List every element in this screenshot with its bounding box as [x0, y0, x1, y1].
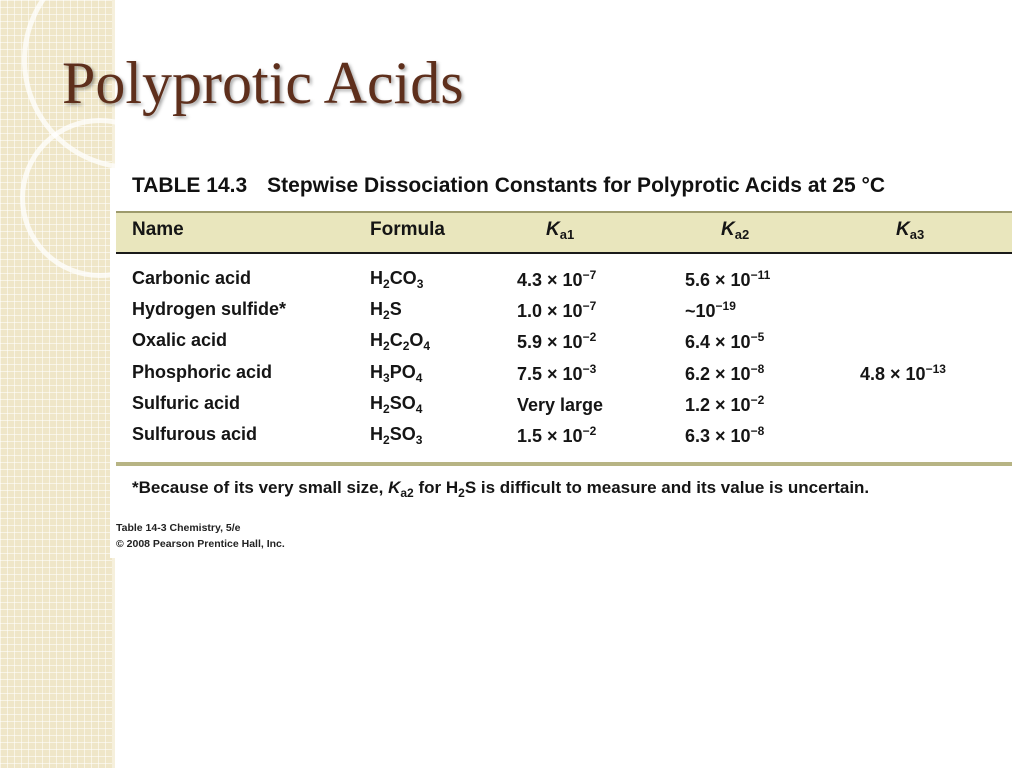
ka2-value: $\sim 10^{-19}$ — [685, 299, 736, 321]
ka1-value: $5.9 \times 10^{-2}$ — [517, 330, 597, 352]
ka2-value: $6.3 \times 10^{-8}$ — [685, 424, 765, 446]
acid-formula: $H_3PO_4$ — [370, 362, 423, 385]
ka3-value: $4.8 \times 10^{-13}$ — [860, 362, 946, 384]
ka2-value: $5.6 \times 10^{-11}$ — [685, 268, 771, 290]
ka1-value: $4.3 \times 10^{-7}$ — [517, 268, 597, 290]
k-symbol: K — [896, 219, 910, 240]
header-name: Name — [132, 219, 184, 240]
acid-name: Phosphoric acid — [132, 362, 273, 382]
ka2-value: $6.2 \times 10^{-8}$ — [685, 362, 765, 384]
table-footnote: *Because of its very small size, $K_{a2}$ for $H_2S$ is difficult to measure and its value is uncertain. — [132, 478, 870, 500]
acid-name: Carbonic acid — [132, 268, 252, 288]
ka1-subscript: a1 — [559, 227, 575, 242]
ka1-value: $1.5 \times 10^{-2}$ — [517, 424, 597, 446]
ka2-subscript: a2 — [734, 227, 750, 242]
ka1-value: Very large — [517, 395, 604, 415]
acid-formula: $H_2C_2O_4$ — [370, 330, 431, 353]
header-ka2 — [721, 219, 749, 242]
header-ka3 — [896, 219, 924, 242]
table-label: TABLE 14.3 — [132, 174, 248, 197]
acid-name: Hydrogen sulfide* — [132, 299, 287, 319]
ka3-subscript: a3 — [909, 227, 925, 242]
source-citation: Table 14-3 Chemistry, 5/e — [116, 522, 241, 534]
ka2-value: $1.2 \times 10^{-2}$ — [685, 393, 765, 415]
acid-formula: $H_2SO_4$ — [370, 393, 423, 416]
acid-name: Sulfuric acid — [132, 393, 241, 413]
ka2-value: $6.4 \times 10^{-5}$ — [685, 330, 765, 352]
table-bottom-rule — [116, 462, 1012, 466]
table-caption-text: Stepwise Dissociation Constants for Polyprotic Acids at 25 °C — [267, 174, 886, 197]
k-symbol: K — [721, 219, 735, 240]
table-caption — [132, 174, 885, 198]
ka1-value: $7.5 \times 10^{-3}$ — [517, 362, 597, 384]
acid-name: Oxalic acid — [132, 330, 228, 350]
header-divider — [116, 252, 1012, 254]
header-formula: Formula — [370, 219, 445, 240]
table-row — [110, 393, 1010, 424]
table-row — [110, 299, 1010, 330]
acid-formula: $H_2SO_3$ — [370, 424, 423, 447]
table-row — [110, 362, 1010, 393]
acid-formula: $H_2S$ — [370, 299, 402, 322]
header-ka1 — [546, 219, 574, 242]
table-figure — [110, 168, 1010, 558]
acid-name: Sulfurous acid — [132, 424, 258, 444]
acid-formula: $H_2CO_3$ — [370, 268, 424, 291]
ka1-value: $1.0 \times 10^{-7}$ — [517, 299, 597, 321]
table-row — [110, 330, 1010, 361]
slide-title: Polyprotic Acids — [62, 50, 464, 116]
k-symbol: K — [546, 219, 560, 240]
table-row — [110, 424, 1010, 455]
copyright-notice: © 2008 Pearson Prentice Hall, Inc. — [116, 538, 285, 550]
table-row — [110, 268, 1010, 299]
